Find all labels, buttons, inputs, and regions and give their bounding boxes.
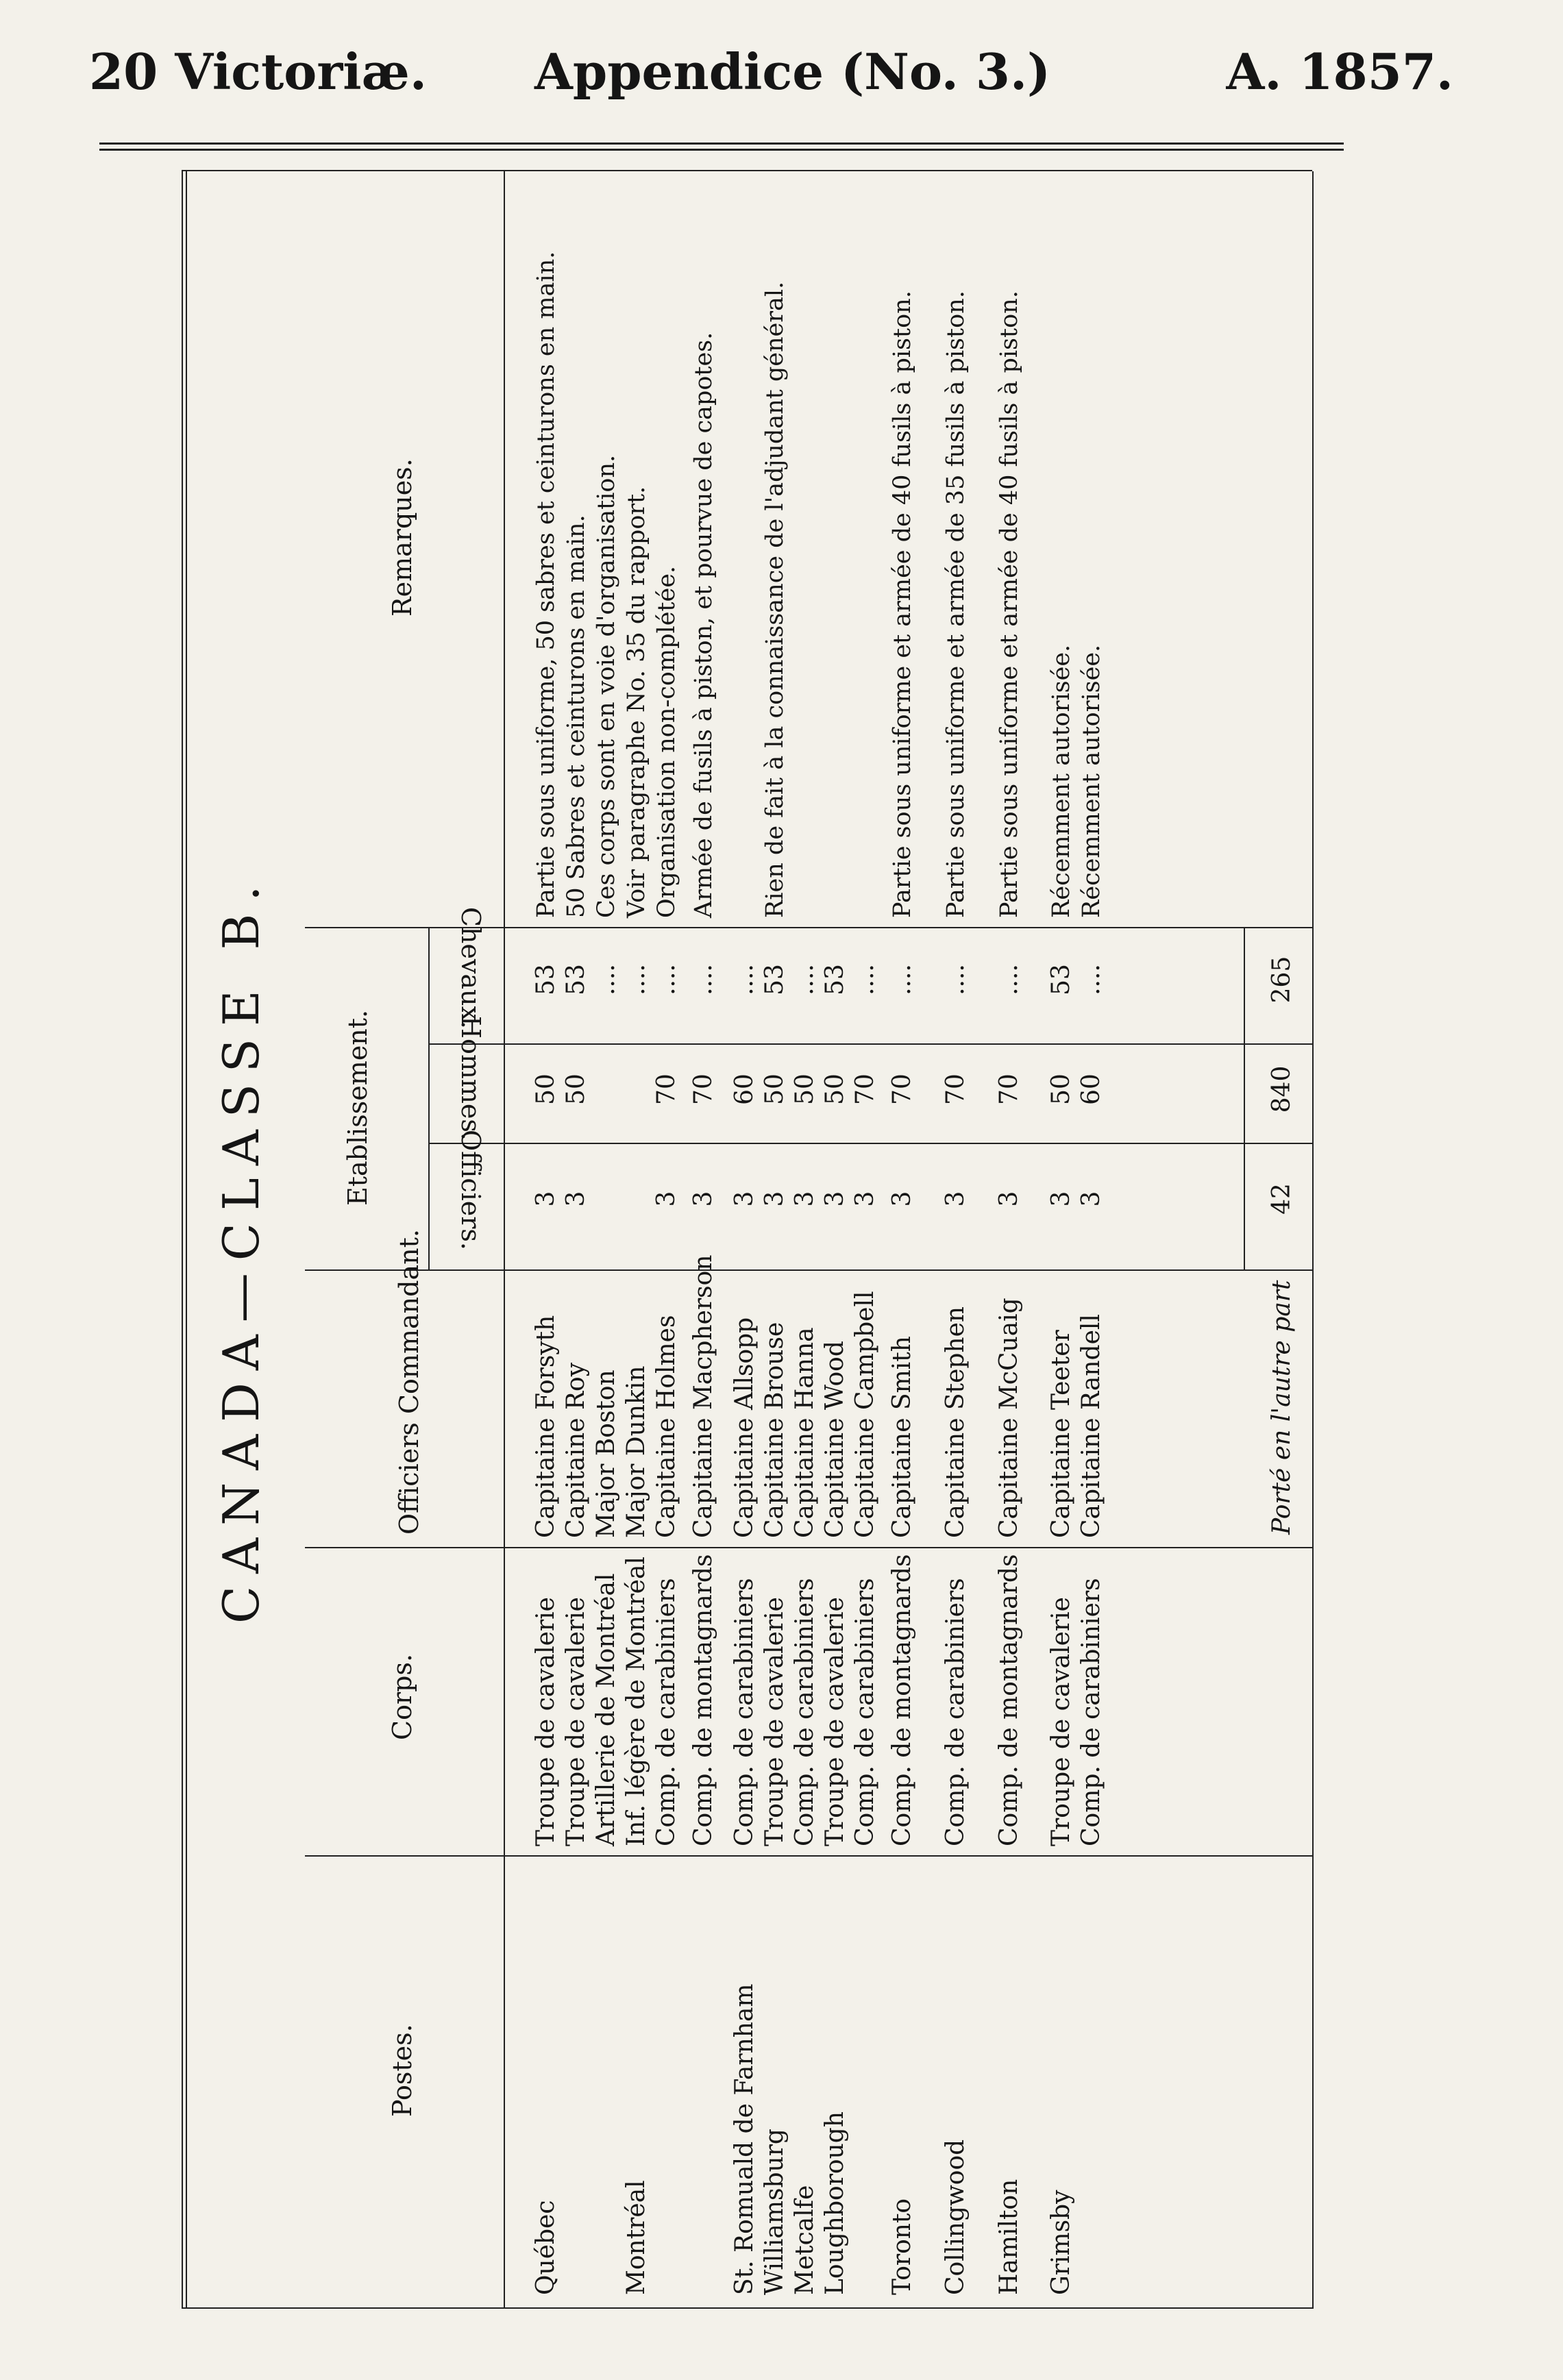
row-remarque: Partie sous uniforme et armée de 40 fusils à piston.: [889, 290, 916, 918]
row-officier: Capitaine Smith: [888, 1336, 916, 1538]
row-remarque: Récemment autorisée.: [1078, 644, 1105, 918]
row-chevaux-count: ....: [622, 964, 650, 995]
row-corps: Troupe de cavalerie: [1047, 1597, 1075, 1846]
row-chevaux-count: ....: [888, 964, 916, 995]
row-chevaux-count: 53: [562, 964, 590, 995]
row-corps: Comp. de carabiniers: [730, 1578, 759, 1846]
etab-sub-rule: [428, 928, 430, 1271]
row-remarque: Partie sous uniforme, 50 sabres et ceinturons en main.: [532, 251, 560, 918]
row-chevaux-count: ....: [995, 964, 1023, 995]
col-header-postes: Postes.: [387, 2024, 417, 2117]
row-chevaux-count: 53: [532, 964, 560, 995]
row-officier: Major Dunkin: [622, 1365, 650, 1538]
col-sep-left: [182, 2307, 1312, 2309]
row-officiers-count: 3: [689, 1191, 717, 1207]
row-remarque: Partie sous uniforme et armée de 40 fusils à piston.: [996, 290, 1023, 918]
row-poste: Toronto: [888, 2198, 916, 2295]
row-chevaux-count: ....: [652, 964, 680, 995]
table-title: CANADA—CLASSE B.: [212, 873, 270, 1624]
row-chevaux-count: ....: [689, 964, 717, 995]
row-poste: Québec: [532, 2200, 560, 2295]
row-remarque: 50 Sabres et ceinturons en main.: [563, 515, 590, 918]
total-label: Porté en l'autre part: [1268, 1280, 1296, 1535]
row-remarque: Rien de fait à la connaissance de l'adjudant général.: [761, 281, 789, 918]
col-sep-officiers: [305, 1269, 1312, 1271]
row-officiers-count: 3: [652, 1191, 680, 1207]
row-officiers-count: 3: [532, 1191, 560, 1207]
row-hommes-count: 70: [995, 1074, 1023, 1105]
row-chevaux-count: 53: [821, 964, 849, 995]
row-hommes-count: 60: [730, 1074, 759, 1105]
row-officiers-count: 3: [942, 1191, 970, 1207]
row-remarque: Organisation non-complétée.: [653, 565, 680, 918]
row-officiers-count: 3: [995, 1191, 1023, 1207]
col-header-officiers: Officiers Commandant.: [394, 1229, 424, 1535]
row-poste: Montréal: [622, 2180, 650, 2295]
row-poste: St. Romuald de Farnham: [730, 1983, 759, 2295]
row-poste: Metcalfe: [791, 2185, 819, 2295]
total-officiers: 42: [1268, 1183, 1296, 1215]
row-hommes-count: 70: [942, 1074, 970, 1105]
row-corps: Troupe de cavalerie: [562, 1597, 590, 1846]
row-officier: Capitaine Randell: [1077, 1314, 1105, 1538]
row-corps: Inf. légère de Montréal: [622, 1557, 650, 1846]
header-rule-bottom: [99, 149, 1344, 151]
rotated-table: [182, 171, 1346, 2309]
row-remarque: Ces corps sont en voie d'organisation.: [593, 454, 620, 918]
row-poste: Williamsburg: [761, 2129, 789, 2295]
total-hommes: 840: [1268, 1065, 1296, 1113]
table-border-top: [182, 171, 183, 2309]
row-hommes-count: 50: [821, 1074, 849, 1105]
row-corps: Comp. de montagnards: [995, 1554, 1023, 1846]
row-officiers-count: 3: [1077, 1191, 1105, 1207]
row-officier: Major Boston: [592, 1369, 620, 1538]
header-year: A. 1857.: [1226, 42, 1453, 101]
row-chevaux-count: ....: [791, 964, 819, 995]
row-hommes-count: 70: [851, 1074, 879, 1105]
row-remarque: Voir paragraphe No. 35 du rapport.: [623, 486, 650, 918]
row-officiers-count: 3: [562, 1191, 590, 1207]
row-remarque: Récemment autorisée.: [1048, 644, 1075, 918]
row-poste: Hamilton: [995, 2179, 1023, 2295]
row-hommes-count: 50: [761, 1074, 789, 1105]
row-officier: Capitaine Roy: [562, 1362, 590, 1538]
row-officiers-count: 3: [851, 1191, 879, 1207]
col-sep-sub-off: [428, 1143, 1312, 1144]
table-border-top-inner: [186, 171, 187, 2309]
row-corps: Comp. de carabiniers: [851, 1578, 879, 1846]
col-header-sub-hommes: Hommes.: [456, 1015, 486, 1141]
col-header-sub-chevaux: Chevaux.: [456, 906, 486, 1029]
row-chevaux-count: 53: [1047, 964, 1075, 995]
row-officier: Capitaine Campbell: [851, 1291, 879, 1538]
col-sep-right: [182, 170, 1312, 171]
row-remarque: Armée de fusils à piston, et pourvue de capotes.: [690, 332, 717, 918]
row-officier: Capitaine Holmes: [652, 1315, 680, 1538]
row-poste: Collingwood: [942, 2139, 970, 2295]
row-officiers-count: 3: [730, 1191, 759, 1207]
row-corps: Comp. de carabiniers: [1077, 1578, 1105, 1846]
row-officier: Capitaine Hanna: [791, 1327, 819, 1538]
col-sep-corps: [305, 1547, 1312, 1548]
row-corps: Troupe de cavalerie: [532, 1597, 560, 1846]
row-corps: Troupe de cavalerie: [761, 1597, 789, 1846]
row-chevaux-count: ....: [851, 964, 879, 995]
row-officiers-count: 3: [1047, 1191, 1075, 1207]
header-rule-top: [99, 142, 1344, 145]
row-hommes-count: 70: [888, 1074, 916, 1105]
row-officier: Capitaine Wood: [821, 1341, 849, 1538]
row-chevaux-count: ....: [1077, 964, 1105, 995]
row-hommes-count: 50: [791, 1074, 819, 1105]
total-rule: [1244, 928, 1245, 1271]
row-corps: Troupe de cavalerie: [821, 1597, 849, 1846]
row-officier: Capitaine Stephen: [942, 1306, 970, 1538]
row-officier: Capitaine Macpherson: [689, 1254, 717, 1538]
row-chevaux-count: 53: [761, 964, 789, 995]
col-header-sub-officiers: Officiers.: [456, 1130, 486, 1250]
table-border-bottom: [1312, 171, 1314, 2309]
row-chevaux-count: ....: [730, 964, 759, 995]
row-officiers-count: 3: [791, 1191, 819, 1207]
col-sep-postes: [305, 1855, 1312, 1857]
row-chevaux-count: ....: [942, 964, 970, 995]
row-officier: Capitaine Forsyth: [532, 1315, 560, 1538]
row-hommes-count: 50: [562, 1074, 590, 1105]
row-hommes-count: 70: [689, 1074, 717, 1105]
row-poste: Grimsby: [1047, 2190, 1075, 2295]
col-header-etablissement: Etablissement.: [343, 1009, 373, 1206]
col-header-corps: Corps.: [387, 1653, 417, 1740]
row-officier: Capitaine McCuaig: [995, 1298, 1023, 1538]
col-header-remarques: Remarques.: [387, 458, 417, 617]
row-officier: Capitaine Allsopp: [730, 1317, 759, 1538]
row-officiers-count: 3: [761, 1191, 789, 1207]
header-appendix: Appendice (No. 3.): [534, 42, 1051, 101]
row-chevaux-count: ....: [592, 964, 620, 995]
row-corps: Comp. de montagnards: [689, 1554, 717, 1846]
row-corps: Comp. de montagnards: [888, 1554, 916, 1846]
row-officier: Capitaine Teeter: [1047, 1330, 1075, 1538]
row-officier: Capitaine Brouse: [761, 1322, 789, 1538]
col-sep-sub-hom: [428, 1043, 1312, 1045]
row-officiers-count: 3: [821, 1191, 849, 1207]
row-corps: Comp. de carabiniers: [942, 1578, 970, 1846]
row-hommes-count: 50: [532, 1074, 560, 1105]
header-session: 20 Victoriæ.: [89, 42, 427, 101]
row-remarque: Partie sous uniforme et armée de 35 fusils à piston.: [942, 290, 970, 918]
page-header: [82, 42, 1481, 104]
total-chevaux: 265: [1268, 956, 1296, 1004]
header-row-bottom: [504, 171, 505, 2309]
row-corps: Comp. de carabiniers: [652, 1578, 680, 1846]
row-hommes-count: 60: [1077, 1074, 1105, 1105]
row-corps: Comp. de carabiniers: [791, 1578, 819, 1846]
row-hommes-count: 70: [652, 1074, 680, 1105]
row-officiers-count: 3: [888, 1191, 916, 1207]
row-poste: Loughborough: [821, 2111, 849, 2295]
row-hommes-count: 50: [1047, 1074, 1075, 1105]
row-corps: Artillerie de Montréal: [592, 1573, 620, 1846]
